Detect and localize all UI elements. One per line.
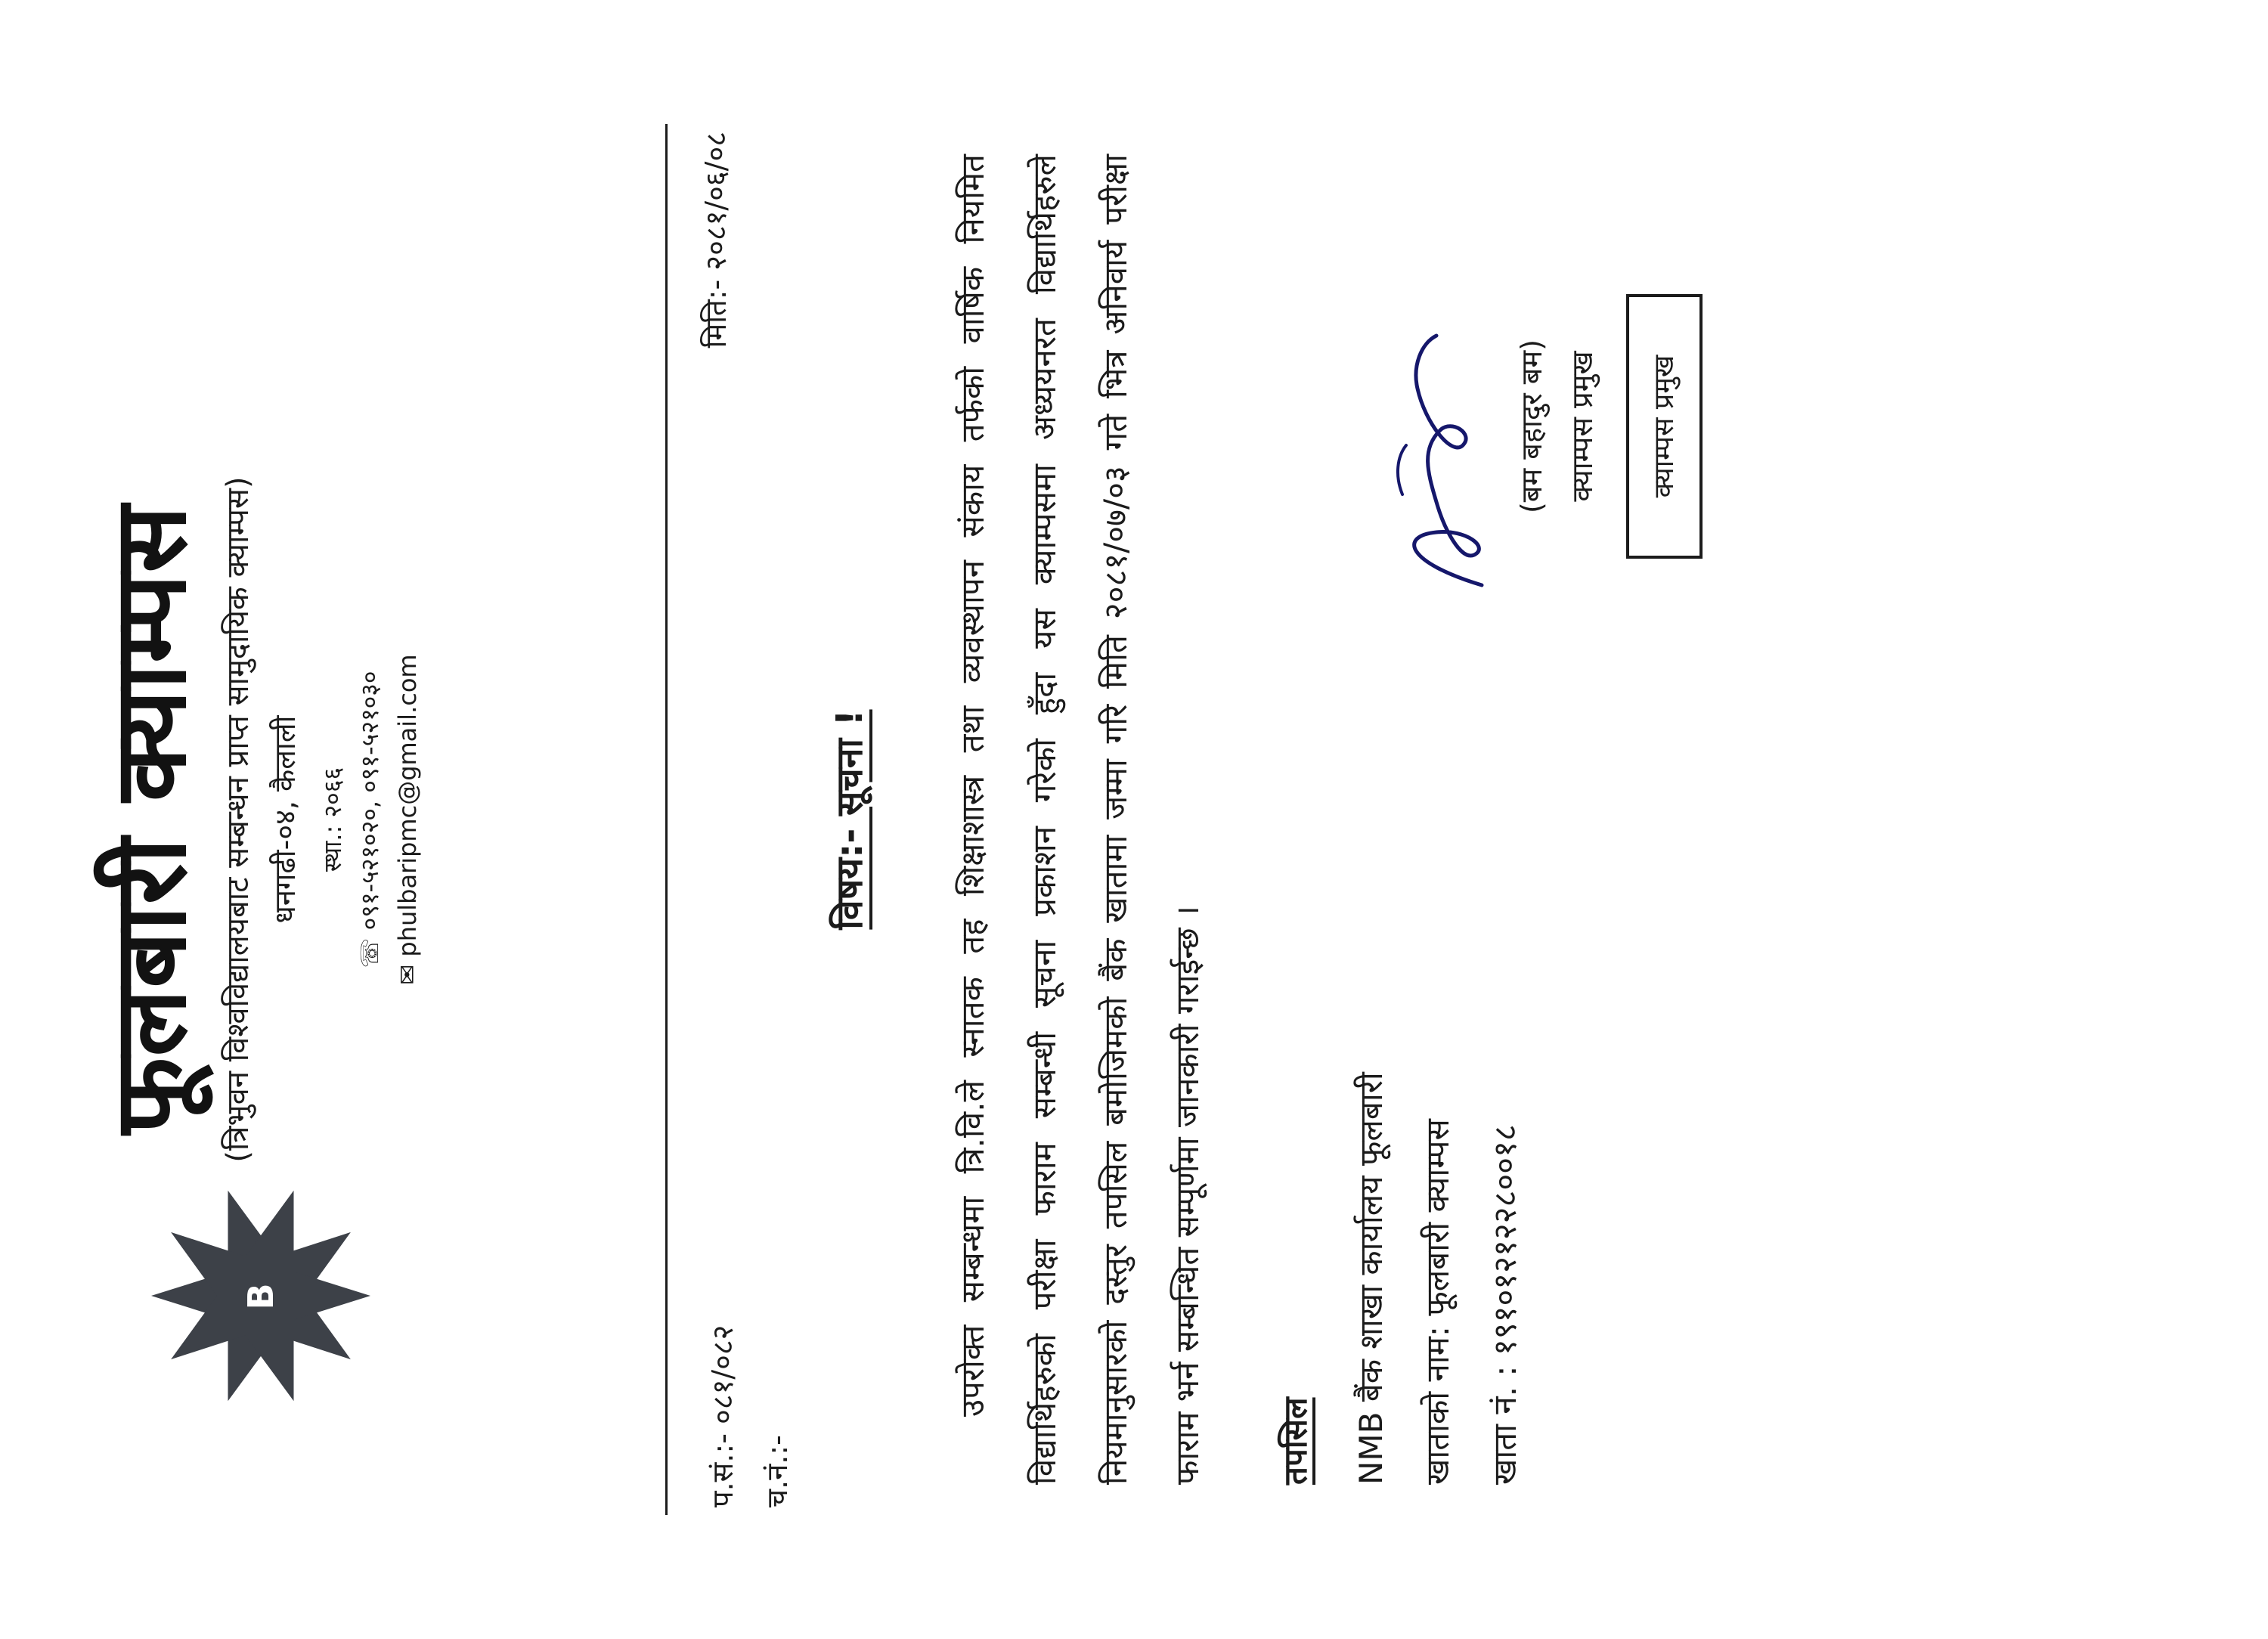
account-number-value: १९१०१२१२२८००१८	[1486, 1124, 1523, 1356]
organization-affiliation: (त्रिभुवन विश्वविद्यालयबाट सम्बन्धन प्राप्त सामुदायिक क्याम्पस)	[220, 476, 256, 1163]
official-stamp: क्याम्पस प्रमुख	[1626, 294, 1703, 559]
letter-page	[38, 41, 2230, 1598]
signature-block	[1391, 215, 1703, 638]
emblem-letter: B	[240, 1281, 281, 1310]
phone-number: ☏ ०९१-५२१०२०, ०९१-५२१०३०	[355, 671, 385, 968]
handwritten-signature-icon	[1391, 215, 1504, 638]
chalani-row	[750, 1325, 804, 1507]
campus-emblem-icon	[151, 1186, 370, 1405]
subject-line: विषय:- सूचना !	[829, 709, 871, 930]
established-label: स्था.: २०६६	[318, 767, 347, 872]
signatory-name: (बम बहादुर बम)	[1515, 339, 1548, 514]
bank-branch-line: NMB बैंक शाखा कार्यालय फूलबारी	[1352, 1072, 1390, 1485]
date-label: मिति:-	[699, 279, 733, 349]
letterhead-divider	[665, 124, 668, 1515]
account-name-value: फूलबारी क्याम्पस	[1419, 1119, 1457, 1316]
account-number-label: खाता नं. :	[1486, 1365, 1523, 1485]
patra-sankhya-row	[696, 1325, 750, 1507]
body-paragraph: उपरोक्त सम्बन्धमा त्रि.वि.ले स्नातक तह शिक्षाशास्त्र तथा व्यवस्थापन संकाय तर्फको वार्षिक नियमित विद्यार्थिहरुको परीक्षा फाराम सम्बन्धी सूचना प्रकाशन गरेको हुँदा यस क्याम्पसमा अध्ययनरत विद्यार्थिहरुले नियमानुसारको दस्तुर तपसिल बमोजिमको बैंक खातामा जम्मा गरि मिति २०८१/०७/०३ गते भित्र अनिवार्य परीक्षा फाराम भर्न सम्बन्धित सम्पूर्णमा जानकारी गराईन्छ ।	[954, 154, 1206, 1485]
patra-sankhya-label: प.सं.:-	[706, 1433, 739, 1507]
patra-sankhya-value: ०८१/०८२	[706, 1325, 739, 1424]
date-value: २०८१/०६/०८	[699, 132, 733, 271]
details-heading: तपसिल	[1277, 1397, 1314, 1485]
organization-address: धनगढी-०४, कैलाली	[268, 715, 302, 924]
details-block	[1263, 1072, 1538, 1485]
account-number-row	[1472, 1072, 1538, 1485]
organization-name: फूलबारी क्याम्पस	[92, 504, 209, 1135]
date-block	[696, 132, 735, 348]
reference-block	[696, 1325, 804, 1507]
chalani-label: च.नं.:-	[761, 1435, 795, 1507]
account-name-label: खाताको नाम:	[1419, 1326, 1457, 1485]
account-name-row	[1405, 1072, 1471, 1485]
email-address: ✉ phulbaripmc@gmail.com	[392, 654, 422, 985]
signatory-post: क्याम्पस प्रमुख	[1565, 351, 1599, 502]
